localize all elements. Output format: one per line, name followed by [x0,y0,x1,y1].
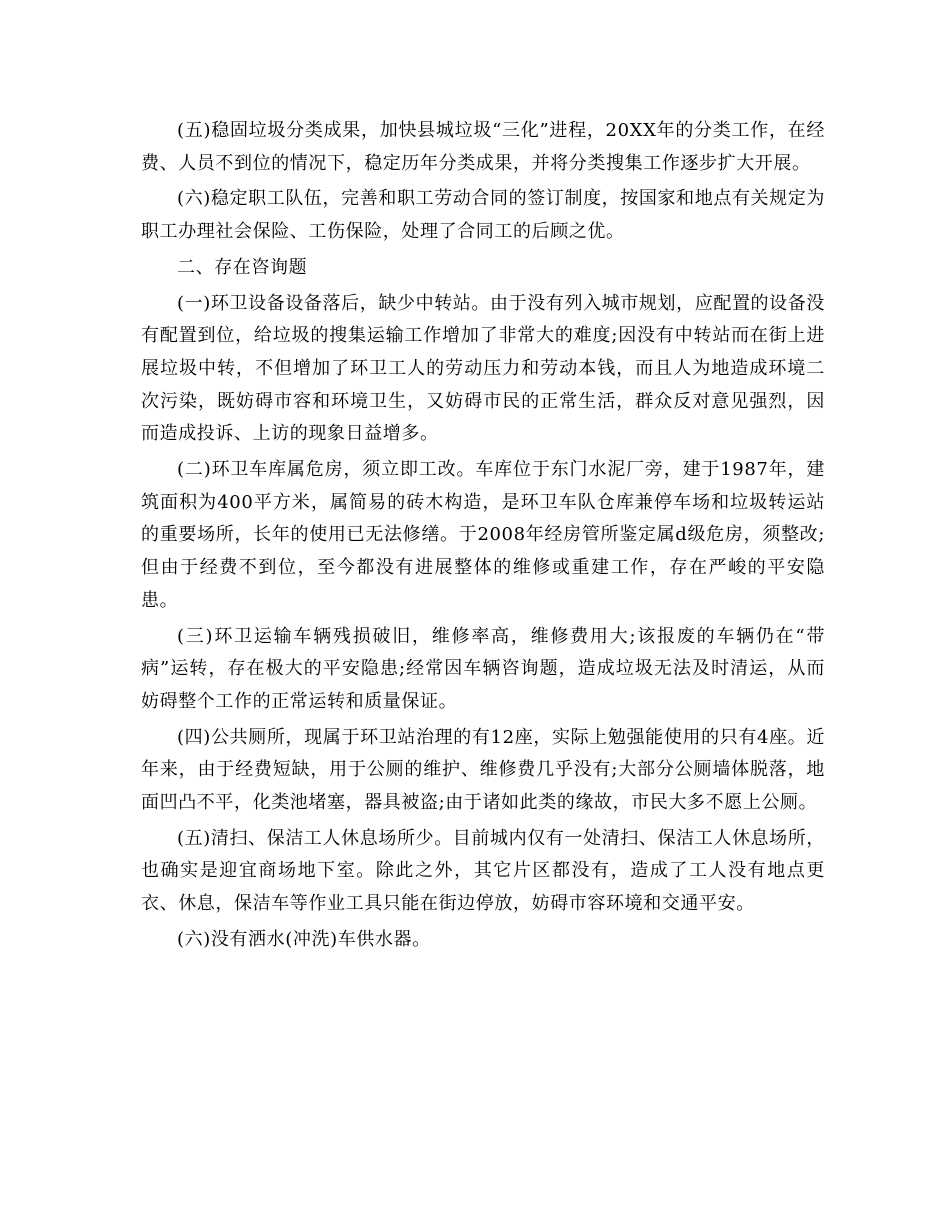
paragraph-3-vehicles: (三)环卫运输车辆残损破旧，维修率高，维修费用大;该报废的车辆仍在“带病”运转，存在极大的平安隐患;经常因车辆咨询题，造成垃圾无法及时清运，从而妨碍整个工作的正常运转和质量保证。 [141,625,825,712]
paragraph-5-rest-areas: (五)清扫、保洁工人休息场所少。目前城内仅有一处清扫、保洁工人休息场所，也确实是迎宜商场地下室。除此之外，其它片区都没有，造成了工人没有地点更衣、休息，保洁车等作业工具只能在街边停放，妨碍市容环境和交通平安。 [141,827,825,915]
document-body [141,115,825,960]
paragraph-2-garage: (二)环卫车库属危房，须立即工改。车库位于东门水泥厂旁，建于1987年，建筑面积为400平方米，属简易的砖木构造，是环卫车队仓库兼停车场和垃圾转运站的重要场所，长年的使用已无法修缮。于2008年经房管所鉴定属d级危房，须整改;但由于经费不到位，至今都没有进展整体的维修或重建工作，存在严峻的平安隐患。 [141,459,825,611]
paragraph-6-staff-stability: (六)稳定职工队伍，完善和职工劳动合同的签订制度，按国家和地点有关规定为职工办理社会保险、工伤保险，处理了合同工的后顾之优。 [141,188,825,243]
paragraph-5-waste-sorting: (五)稳固垃圾分类成果，加快县城垃圾“三化”进程，20XX年的分类工作，在经费、人员不到位的情况下，稳定历年分类成果，并将分类搜集工作逐步扩大开展。 [141,120,825,174]
paragraph-6-water-supply: (六)没有洒水(冲洗)车供水器。 [177,928,431,950]
paragraph-4-toilets: (四)公共厕所，现属于环卫站治理的有12座，实际上勉强能使用的只有4座。近年来，由于经费短缺，用于公厕的维护、维修费几乎没有;大部分公厕墙体脱落，地面凹凸不平，化类池堵塞，器具被盗;由于诸如此类的缘故，市民大多不愿上公厕。 [141,726,825,814]
section-heading-problems: 二、存在咨询题 [177,256,308,278]
paragraph-1-equipment: (一)环卫设备设备落后，缺少中转站。由于没有列入城市规划，应配置的设备没有配置到位，给垃圾的搜集运输工作增加了非常大的难度;因没有中转站而在街上进展垃圾中转，不但增加了环卫工人的劳动压力和劳动本钱，而且人为地造成环境二次污染，既妨碍市容和环境卫生，又妨碍市民的正常生活，群众反对意见强烈，因而造成投诉、上访的现象日益增多。 [141,292,825,445]
